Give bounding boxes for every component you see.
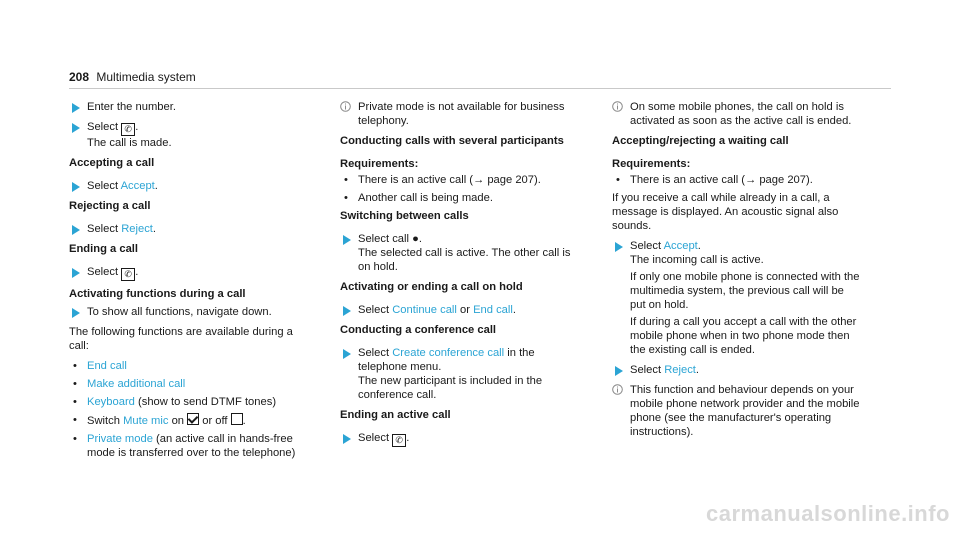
step-end-active: Select ✆ . (340, 431, 585, 447)
heading-ending-call: Ending a call (69, 243, 139, 255)
header-divider (69, 88, 891, 89)
step-reject-waiting: Select Reject. (612, 363, 862, 377)
note-private-mode: Private mode is not available for business telephony. (340, 100, 585, 128)
list-item: • Private mode (an active call in hands-free mode is transferred over to the telephone) (69, 432, 314, 460)
requirements-label: Requirements: (340, 158, 419, 170)
hang-up-icon: ✆ (121, 268, 135, 281)
step-arrow-icon (72, 182, 80, 192)
step-select-call: Select call ●. The selected call is active. The other call is on hold. (340, 232, 585, 274)
step-conference: Select Create conference call in the telephone menu. The new participant is included in the conference call. (340, 346, 585, 402)
list-item: • Keyboard (show to send DTMF tones) (69, 395, 314, 409)
heading-conference-call: Conducting a conference call (340, 324, 497, 336)
info-icon (612, 101, 623, 112)
heading-accepting-call: Accepting a call (69, 157, 155, 169)
checkbox-unchecked-icon (231, 413, 243, 425)
list-item: • There is an active call (→ page 207). (612, 173, 862, 187)
end-call-link[interactable]: End call (87, 360, 127, 372)
list-item (69, 359, 314, 373)
step-arrow-icon (343, 235, 351, 245)
hang-up-icon: ✆ (392, 434, 406, 447)
section-title: Multimedia system (96, 70, 196, 84)
mute-mic-link[interactable]: Mute mic (123, 415, 169, 427)
watermark: carmanualsonline.info (706, 501, 950, 526)
step-end: Select ✆ . (69, 265, 314, 281)
page-number: 208 (69, 70, 90, 84)
two-phone-mode-text: If during a call you accept a call with the other mobile phone when in two phone mode then the existing call is ended. (630, 316, 857, 356)
only-one-phone-text: If only one mobile phone is connected with the multimedia system, the previous call will be put on hold. (630, 271, 860, 311)
continue-call-link[interactable]: Continue call (392, 304, 457, 316)
heading-multi-participants: Conducting calls with several participants (340, 135, 564, 147)
step-arrow-icon (343, 434, 351, 444)
heading-ending-active-call: Ending an active call (340, 409, 451, 421)
private-mode-link[interactable]: Private mode (87, 433, 153, 445)
note-function-depends: This function and behaviour depends on your mobile phone network provider and the mobile phone (see the manufacturer's operating instructions). (612, 383, 862, 439)
step-arrow-icon (343, 306, 351, 316)
accept-link[interactable]: Accept (663, 240, 698, 252)
step-arrow-icon (343, 349, 351, 359)
reject-link[interactable]: Reject (121, 223, 153, 235)
step-arrow-icon (72, 308, 80, 318)
step-show-functions: To show all functions, navigate down. (69, 305, 314, 319)
accept-link[interactable]: Accept (120, 180, 155, 192)
page-header (69, 70, 196, 84)
step-arrow-icon (615, 366, 623, 376)
reject-link[interactable]: Reject (664, 364, 696, 376)
step-accept: Select Accept. (69, 179, 314, 193)
bullet-dot-icon: ● (412, 233, 419, 245)
list-item: • There is an active call (→ page 207). (340, 173, 585, 187)
step-arrow-icon (72, 268, 80, 278)
column-1 (69, 100, 314, 464)
requirements-label: Requirements: (612, 158, 691, 170)
list-item: • Switch Mute mic on or off . (69, 413, 314, 428)
make-additional-call-link[interactable]: Make additional call (87, 378, 186, 390)
step-arrow-icon (615, 242, 623, 252)
heading-activating-functions: Activating functions during a call (69, 288, 246, 300)
step-arrow-icon (72, 225, 80, 235)
column-3 (612, 100, 862, 445)
info-icon (340, 101, 351, 112)
step-accept-waiting: Select Accept. The incoming call is active. If only one mobile phone is connected with the multimedia system, the previous call will be put on hold. If during a call you accept a call with the other mobile phone when in two phone mode then the existing call is ended. (612, 239, 862, 357)
column-2 (340, 100, 585, 453)
create-conference-call-link[interactable]: Create conference call (392, 347, 505, 359)
heading-waiting-call: Accepting/rejecting a waiting call (612, 135, 789, 147)
heading-rejecting-call: Rejecting a call (69, 200, 151, 212)
note-hold-activation: On some mobile phones, the call on hold is activated as soon as the active call is ended. (612, 100, 862, 128)
info-icon (612, 384, 623, 395)
checkbox-checked-icon (187, 413, 199, 425)
keyboard-link[interactable]: Keyboard (87, 396, 135, 408)
step-arrow-icon (72, 103, 80, 113)
list-item: • Another call is being made. (340, 191, 585, 205)
waiting-call-description: If you receive a call while already in a call, a message is displayed. An acoustic signal also sounds. (612, 192, 839, 232)
phone-call-icon: ✆ (121, 123, 135, 136)
heading-switching-calls: Switching between calls (340, 210, 469, 222)
step-select-call: Select ✆ . The call is made. (69, 120, 314, 150)
functions-intro: The following functions are available during a call: (69, 326, 293, 352)
step-reject: Select Reject. (69, 222, 314, 236)
list-item (69, 377, 314, 391)
heading-call-on-hold: Activating or ending a call on hold (340, 281, 523, 293)
step-enter-number: Enter the number. (69, 100, 314, 114)
step-hold: Select Continue call or End call. (340, 303, 585, 317)
step-arrow-icon (72, 123, 80, 133)
end-call-link[interactable]: End call (473, 304, 513, 316)
